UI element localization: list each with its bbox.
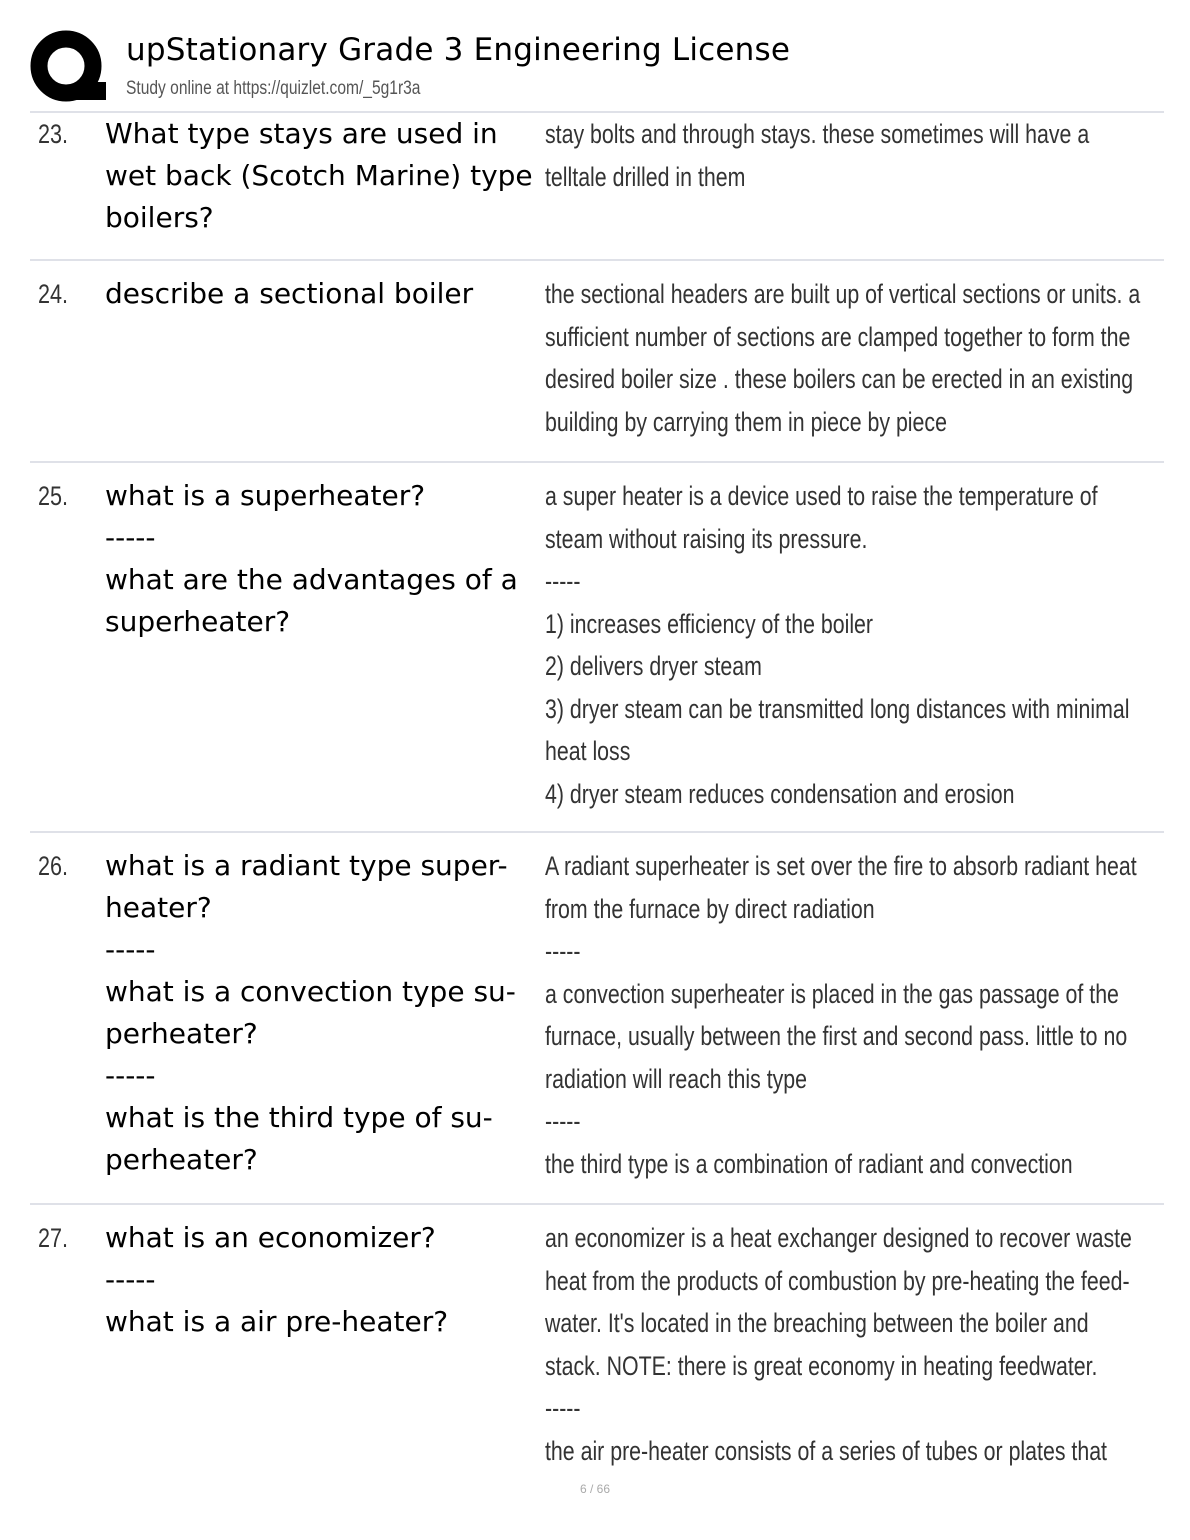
card-number: 23. <box>38 119 69 149</box>
card-definition <box>545 113 1164 198</box>
definition-line: ----- <box>545 1106 581 1136</box>
card-definition <box>545 475 1164 815</box>
card-number: 24. <box>38 279 69 309</box>
definition-line: the third type is a combination of radiant and convection <box>545 1148 1073 1179</box>
definition-line: heat loss <box>545 736 631 766</box>
card-term: what is an economizer? ----- what is a air pre-heater? <box>105 1221 449 1338</box>
definition-line: telltale drilled in them <box>545 161 746 192</box>
document-title: upStationary Grade 3 Engineering License <box>126 32 791 68</box>
definition-line: water. It's located in the breaching between the boiler and <box>545 1308 1089 1338</box>
card-definition <box>545 273 1164 443</box>
definition-line: the air pre-heater consists of a series of tubes or plates that <box>545 1435 1107 1466</box>
card-number: 27. <box>38 1223 69 1253</box>
card-definition <box>545 845 1164 1185</box>
page-indicator: 6 / 66 <box>579 1482 611 1496</box>
flashcard-row <box>30 463 1164 833</box>
definition-line: sufficient number of sections are clamped together to form the <box>545 321 1131 352</box>
definition-line: an economizer is a heat exchanger designed to recover waste <box>545 1223 1132 1253</box>
definition-line: 2) delivers dryer steam <box>545 651 762 681</box>
quizlet-logo-icon <box>30 30 106 106</box>
card-term: describe a sectional boiler <box>105 277 474 310</box>
definition-line: a super heater is a device used to raise the temperature of <box>545 481 1098 511</box>
card-definition <box>545 1217 1164 1472</box>
definition-line: ----- <box>545 1393 581 1423</box>
flashcard-row <box>30 113 1164 261</box>
card-term: What type stays are used in wet back (Scotch Marine) type boilers? <box>105 117 533 234</box>
definition-line: a convection superheater is placed in the gas passage of the <box>545 978 1119 1009</box>
card-term: what is a radiant type super- heater? ----- what is a convection type su- perheater? ----- what is the third type of su- perheater? <box>105 849 516 1176</box>
definition-line: desired boiler size . these boilers can be erected in an existing <box>545 364 1134 394</box>
definition-line: A radiant superheater is set over the fire to absorb radiant heat <box>545 851 1137 881</box>
card-term: what is a superheater? ----- what are the advantages of a superheater? <box>105 479 518 638</box>
document-header <box>30 30 1164 112</box>
definition-line: the sectional headers are built up of vertical sections or units. a <box>545 279 1141 309</box>
definition-line: ----- <box>545 566 581 596</box>
definition-line: radiation will reach this type <box>545 1063 808 1094</box>
flashcard-row <box>30 261 1164 463</box>
definition-line: from the furnace by direct radiation <box>545 893 875 924</box>
card-number: 26. <box>38 851 69 881</box>
definition-line: steam without raising its pressure. <box>545 523 868 554</box>
flashcard-list <box>30 113 1164 1485</box>
definition-line: 4) dryer steam reduces condensation and erosion <box>545 778 1015 809</box>
flashcard-row <box>30 833 1164 1205</box>
definition-line: building by carrying them in piece by piece <box>545 406 947 437</box>
study-online-link-text: Study online at https://quizlet.com/_5g1r3a <box>126 78 421 99</box>
card-number: 25. <box>38 481 69 511</box>
definition-line: 1) increases efficiency of the boiler <box>545 608 874 639</box>
flashcard-row <box>30 1205 1164 1485</box>
definition-line: furnace, usually between the first and second pass. little to no <box>545 1021 1128 1051</box>
definition-line: stay bolts and through stays. these sometimes will have a <box>545 119 1090 149</box>
definition-line: heat from the products of combustion by pre-heating the feed- <box>545 1265 1130 1296</box>
definition-line: stack. NOTE: there is great economy in heating feedwater. <box>545 1350 1098 1381</box>
definition-line: ----- <box>545 936 581 966</box>
definition-line: 3) dryer steam can be transmitted long distances with minimal <box>545 693 1130 724</box>
